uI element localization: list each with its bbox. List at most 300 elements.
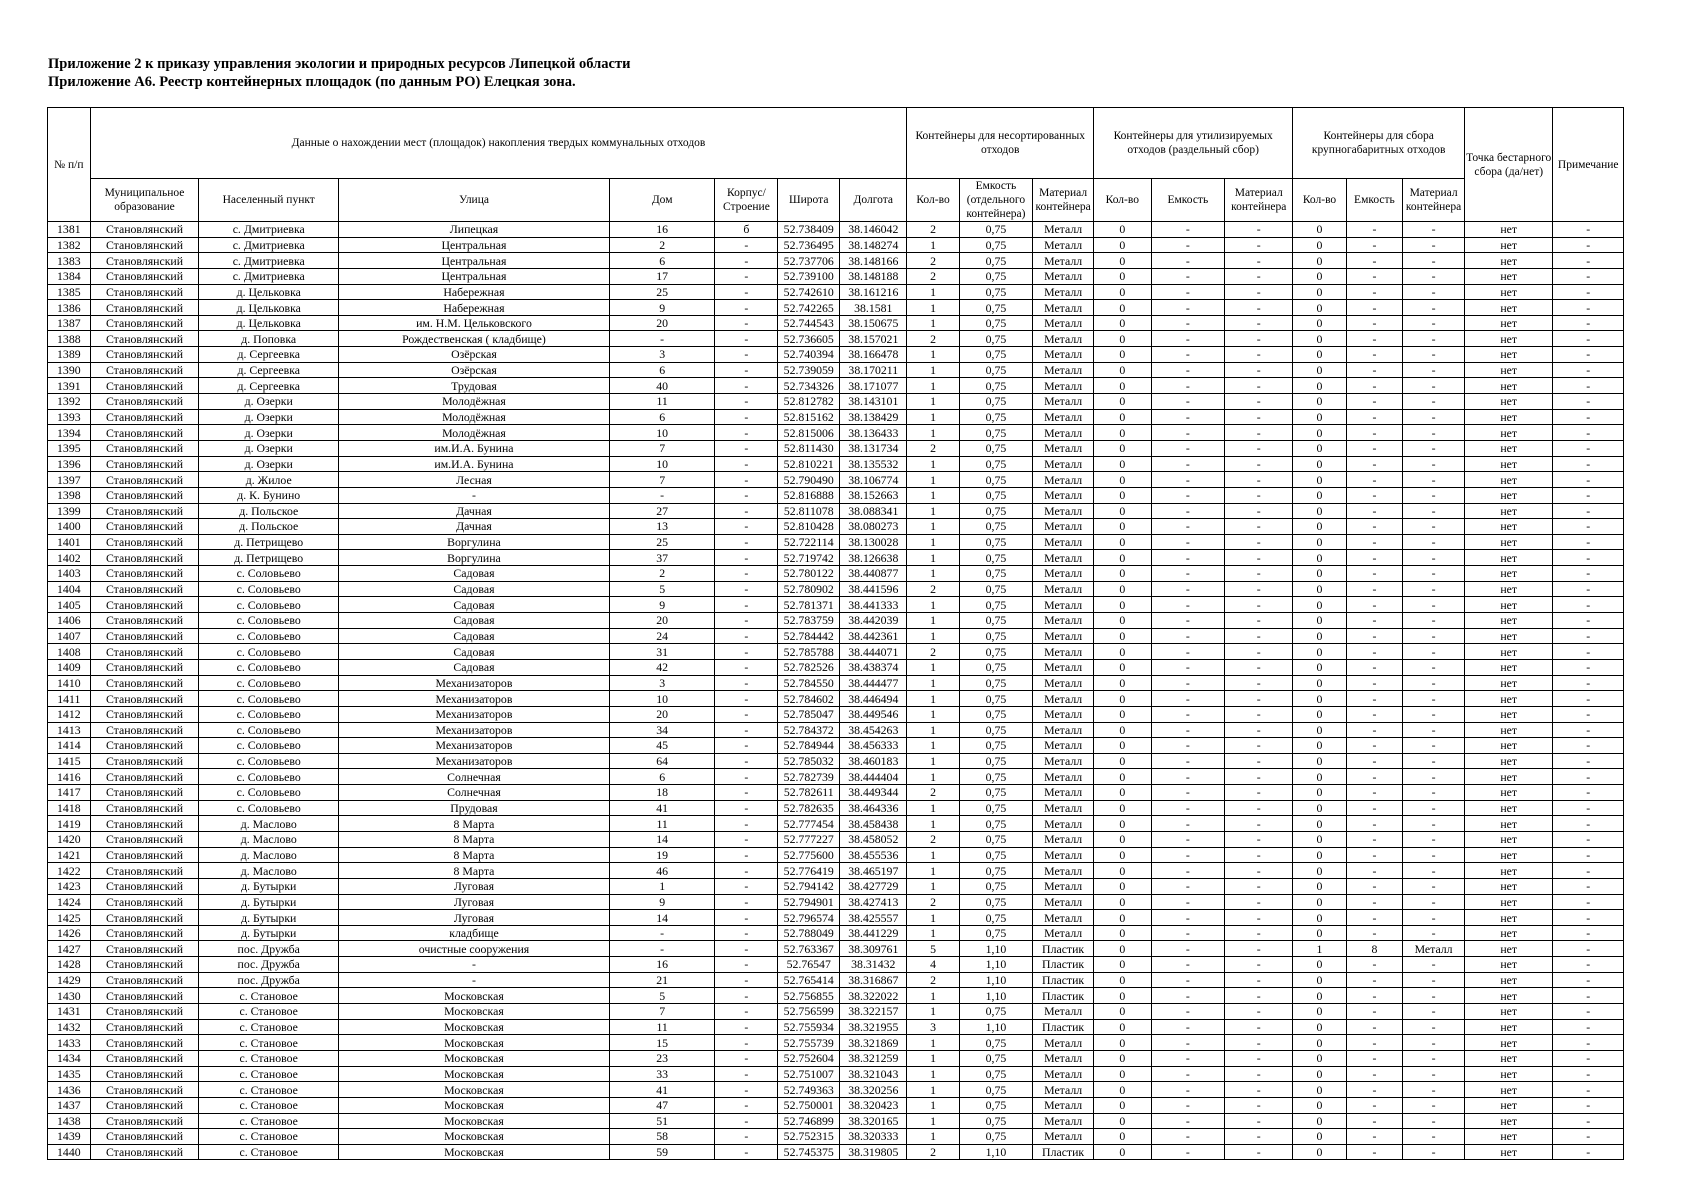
cell-num: 1436 [48,1082,91,1098]
cell-lat: 52.755934 [778,1019,840,1035]
cell-r-capacity: - [1151,722,1225,738]
cell-r-count: 0 [1094,1050,1152,1066]
cell-b-material: - [1403,722,1465,738]
cell-street: 8 Марта [339,847,610,863]
cell-settlement: д. Маслово [199,847,339,863]
cell-u-material: Металл [1033,378,1094,394]
cell-bagless: нет [1464,425,1552,441]
cell-bagless: нет [1464,1144,1552,1160]
cell-house: 25 [609,284,715,300]
cell-r-capacity: - [1151,519,1225,535]
cell-b-material: - [1403,1113,1465,1129]
cell-r-capacity: - [1151,753,1225,769]
cell-u-capacity: 0,75 [959,1004,1033,1020]
cell-settlement: с. Становое [199,1097,339,1113]
cell-note: - [1553,222,1624,238]
cell-r-material: - [1225,675,1293,691]
cell-settlement: с. Соловьево [199,675,339,691]
cell-note: - [1553,1066,1624,1082]
cell-b-capacity: - [1346,237,1403,253]
cell-r-capacity: - [1151,847,1225,863]
cell-num: 1434 [48,1050,91,1066]
cell-num: 1439 [48,1129,91,1145]
cell-r-capacity: - [1151,362,1225,378]
cell-lat: 52.742610 [778,284,840,300]
header-bulky-group: Контейнеры для сбора крупногабаритных отходов [1293,108,1465,179]
cell-house: 23 [609,1050,715,1066]
cell-r-count: 0 [1094,1097,1152,1113]
cell-u-count: 1 [907,378,959,394]
cell-u-capacity: 0,75 [959,769,1033,785]
cell-r-capacity: - [1151,300,1225,316]
cell-b-material: - [1403,1050,1465,1066]
table-row [48,910,1624,926]
cell-municipality: Становлянский [90,456,199,472]
cell-building: - [715,613,778,629]
cell-street: Механизаторов [339,753,610,769]
header-lon: Долгота [840,179,907,222]
cell-municipality: Становлянский [90,315,199,331]
table-row [48,378,1624,394]
cell-u-count: 2 [907,253,959,269]
cell-r-count: 0 [1094,753,1152,769]
cell-building: - [715,581,778,597]
cell-street: Центральная [339,268,610,284]
cell-b-capacity: - [1346,581,1403,597]
cell-b-capacity: - [1346,394,1403,410]
cell-municipality: Становлянский [90,409,199,425]
cell-house: 5 [609,988,715,1004]
cell-bagless: нет [1464,800,1552,816]
cell-r-capacity: - [1151,957,1225,973]
cell-lon: 38.130028 [840,534,907,550]
cell-street: Московская [339,1019,610,1035]
cell-b-capacity: - [1346,894,1403,910]
cell-lat: 52.810428 [778,519,840,535]
document-titles [48,55,630,91]
cell-bagless: нет [1464,988,1552,1004]
table-row [48,503,1624,519]
cell-r-count: 0 [1094,1066,1152,1082]
cell-note: - [1553,1035,1624,1051]
cell-u-count: 1 [907,472,959,488]
cell-b-count: 0 [1293,519,1346,535]
cell-r-count: 0 [1094,1129,1152,1145]
table-row [48,613,1624,629]
cell-b-capacity: - [1346,613,1403,629]
cell-r-count: 0 [1094,425,1152,441]
cell-r-count: 0 [1094,503,1152,519]
cell-r-count: 0 [1094,331,1152,347]
cell-municipality: Становлянский [90,1129,199,1145]
cell-r-capacity: - [1151,425,1225,441]
cell-lon: 38.427413 [840,894,907,910]
cell-b-material: - [1403,284,1465,300]
cell-u-count: 2 [907,268,959,284]
cell-b-material: - [1403,1097,1465,1113]
cell-house: 2 [609,566,715,582]
table-row [48,1144,1624,1160]
cell-u-capacity: 0,75 [959,1113,1033,1129]
cell-municipality: Становлянский [90,1144,199,1160]
cell-note: - [1553,691,1624,707]
cell-note: - [1553,378,1624,394]
cell-b-capacity: - [1346,534,1403,550]
cell-note: - [1553,1129,1624,1145]
cell-settlement: д. Цельковка [199,300,339,316]
cell-street: Дачная [339,503,610,519]
cell-b-capacity: - [1346,831,1403,847]
cell-r-capacity: - [1151,675,1225,691]
cell-note: - [1553,581,1624,597]
cell-r-capacity: - [1151,284,1225,300]
cell-b-capacity: - [1346,1004,1403,1020]
cell-note: - [1553,409,1624,425]
cell-b-count: 0 [1293,957,1346,973]
cell-num: 1419 [48,816,91,832]
cell-street: Садовая [339,566,610,582]
cell-bagless: нет [1464,534,1552,550]
table-row [48,753,1624,769]
cell-r-count: 0 [1094,519,1152,535]
cell-house: 58 [609,1129,715,1145]
cell-lon: 38.455536 [840,847,907,863]
cell-u-material: Металл [1033,816,1094,832]
cell-r-material: - [1225,425,1293,441]
cell-num: 1401 [48,534,91,550]
cell-u-capacity: 0,75 [959,503,1033,519]
cell-lon: 38.320256 [840,1082,907,1098]
cell-r-capacity: - [1151,1035,1225,1051]
cell-r-material: - [1225,863,1293,879]
cell-r-count: 0 [1094,394,1152,410]
cell-u-material: Пластик [1033,988,1094,1004]
cell-num: 1389 [48,347,91,363]
cell-b-count: 0 [1293,425,1346,441]
cell-b-capacity: - [1346,1129,1403,1145]
cell-b-capacity: - [1346,487,1403,503]
cell-house: 51 [609,1113,715,1129]
cell-r-count: 0 [1094,800,1152,816]
cell-lat: 52.784372 [778,722,840,738]
table-row [48,988,1624,1004]
header-b-capacity: Емкость [1346,179,1403,222]
cell-lon: 38.320165 [840,1113,907,1129]
cell-municipality: Становлянский [90,1082,199,1098]
cell-u-count: 4 [907,957,959,973]
cell-num: 1440 [48,1144,91,1160]
cell-num: 1415 [48,753,91,769]
cell-lon: 38.441229 [840,925,907,941]
cell-note: - [1553,237,1624,253]
cell-r-capacity: - [1151,738,1225,754]
cell-r-capacity: - [1151,878,1225,894]
cell-note: - [1553,566,1624,582]
cell-lon: 38.321259 [840,1050,907,1066]
header-b-count: Кол-во [1293,179,1346,222]
cell-lon: 38.150675 [840,315,907,331]
cell-street: им.И.А. Бунина [339,440,610,456]
cell-building: - [715,425,778,441]
cell-lon: 38.441596 [840,581,907,597]
cell-b-material: - [1403,659,1465,675]
cell-r-capacity: - [1151,237,1225,253]
cell-u-capacity: 1,10 [959,1144,1033,1160]
cell-municipality: Становлянский [90,800,199,816]
cell-u-count: 2 [907,1144,959,1160]
cell-lat: 52.785047 [778,706,840,722]
cell-lat: 52.738409 [778,222,840,238]
cell-num: 1395 [48,440,91,456]
cell-num: 1392 [48,394,91,410]
cell-u-capacity: 0,75 [959,237,1033,253]
cell-bagless: нет [1464,237,1552,253]
cell-municipality: Становлянский [90,566,199,582]
cell-building: - [715,863,778,879]
cell-u-material: Металл [1033,894,1094,910]
cell-b-material: - [1403,753,1465,769]
table-row [48,456,1624,472]
cell-building: - [715,566,778,582]
cell-num: 1398 [48,487,91,503]
cell-building: - [715,988,778,1004]
cell-house: 46 [609,863,715,879]
cell-note: - [1553,1113,1624,1129]
cell-lon: 38.449546 [840,706,907,722]
cell-settlement: д. Маслово [199,816,339,832]
cell-u-count: 1 [907,659,959,675]
cell-note: - [1553,425,1624,441]
cell-municipality: Становлянский [90,753,199,769]
cell-municipality: Становлянский [90,331,199,347]
cell-street: Московская [339,1113,610,1129]
cell-bagless: нет [1464,284,1552,300]
title-order: Приложение 2 к приказу управления экологии и природных ресурсов Липецкой области [48,56,631,72]
cell-u-count: 1 [907,878,959,894]
cell-lat: 52.745375 [778,1144,840,1160]
cell-num: 1412 [48,706,91,722]
cell-house: 20 [609,706,715,722]
cell-bagless: нет [1464,878,1552,894]
cell-r-capacity: - [1151,566,1225,582]
cell-b-count: 0 [1293,738,1346,754]
cell-municipality: Становлянский [90,1019,199,1035]
cell-u-capacity: 0,75 [959,910,1033,926]
cell-note: - [1553,268,1624,284]
cell-u-capacity: 0,75 [959,785,1033,801]
cell-lon: 38.438374 [840,659,907,675]
cell-r-count: 0 [1094,847,1152,863]
cell-b-capacity: - [1346,268,1403,284]
cell-b-material: - [1403,1066,1465,1082]
cell-u-capacity: 0,75 [959,409,1033,425]
cell-u-capacity: 0,75 [959,300,1033,316]
cell-num: 1424 [48,894,91,910]
cell-r-count: 0 [1094,487,1152,503]
cell-r-material: - [1225,550,1293,566]
cell-municipality: Становлянский [90,378,199,394]
cell-r-capacity: - [1151,972,1225,988]
cell-street: 8 Марта [339,863,610,879]
cell-street: Прудовая [339,800,610,816]
cell-note: - [1553,284,1624,300]
cell-house: 10 [609,456,715,472]
cell-note: - [1553,722,1624,738]
cell-street: Луговая [339,878,610,894]
cell-u-count: 1 [907,503,959,519]
cell-bagless: нет [1464,941,1552,957]
cell-b-count: 0 [1293,644,1346,660]
cell-house: 16 [609,222,715,238]
cell-settlement: д. Озерки [199,425,339,441]
cell-r-material: - [1225,925,1293,941]
cell-note: - [1553,394,1624,410]
table-row [48,628,1624,644]
cell-num: 1417 [48,785,91,801]
cell-r-capacity: - [1151,894,1225,910]
cell-b-count: 0 [1293,300,1346,316]
cell-r-material: - [1225,300,1293,316]
cell-municipality: Становлянский [90,472,199,488]
cell-u-material: Металл [1033,222,1094,238]
cell-lat: 52.784550 [778,675,840,691]
cell-r-material: - [1225,816,1293,832]
cell-r-material: - [1225,831,1293,847]
cell-u-capacity: 0,75 [959,456,1033,472]
cell-municipality: Становлянский [90,816,199,832]
cell-r-material: - [1225,1004,1293,1020]
cell-settlement: с. Становое [199,1019,339,1035]
cell-u-material: Металл [1033,847,1094,863]
cell-b-count: 0 [1293,1004,1346,1020]
cell-lon: 38.320423 [840,1097,907,1113]
cell-u-material: Металл [1033,691,1094,707]
cell-lon: 38.465197 [840,863,907,879]
cell-bagless: нет [1464,1004,1552,1020]
cell-municipality: Становлянский [90,972,199,988]
cell-note: - [1553,315,1624,331]
cell-b-count: 0 [1293,534,1346,550]
cell-b-count: 0 [1293,237,1346,253]
cell-r-count: 0 [1094,1113,1152,1129]
cell-u-count: 1 [907,628,959,644]
cell-r-count: 0 [1094,785,1152,801]
cell-street: Московская [339,1004,610,1020]
cell-building: - [715,925,778,941]
container-sites-register-table [47,107,1624,1160]
cell-building: - [715,1129,778,1145]
cell-street: Садовая [339,597,610,613]
cell-house: 9 [609,894,715,910]
cell-u-count: 1 [907,300,959,316]
cell-r-count: 0 [1094,440,1152,456]
cell-bagless: нет [1464,831,1552,847]
cell-u-material: Металл [1033,863,1094,879]
cell-num: 1411 [48,691,91,707]
cell-b-count: 0 [1293,409,1346,425]
cell-b-count: 0 [1293,378,1346,394]
cell-house: 19 [609,847,715,863]
cell-u-material: Металл [1033,644,1094,660]
cell-u-capacity: 0,75 [959,597,1033,613]
cell-house: 9 [609,300,715,316]
cell-u-capacity: 0,75 [959,722,1033,738]
cell-house: 34 [609,722,715,738]
cell-street: Солнечная [339,769,610,785]
cell-lat: 52.782739 [778,769,840,785]
cell-u-capacity: 0,75 [959,331,1033,347]
table-row [48,878,1624,894]
cell-building: - [715,300,778,316]
cell-bagless: нет [1464,378,1552,394]
table-row [48,800,1624,816]
cell-u-count: 2 [907,972,959,988]
cell-building: - [715,659,778,675]
cell-u-capacity: 0,75 [959,878,1033,894]
cell-r-count: 0 [1094,957,1152,973]
cell-u-capacity: 1,10 [959,1019,1033,1035]
cell-b-capacity: - [1346,1066,1403,1082]
cell-building: - [715,706,778,722]
cell-b-count: 0 [1293,863,1346,879]
cell-u-material: Металл [1033,1113,1094,1129]
cell-b-count: 0 [1293,1129,1346,1145]
cell-street: очистные сооружения [339,941,610,957]
cell-municipality: Становлянский [90,1050,199,1066]
cell-settlement: с. Дмитриевка [199,253,339,269]
cell-settlement: д. Маслово [199,831,339,847]
cell-num: 1416 [48,769,91,785]
cell-building: - [715,910,778,926]
cell-street: Механизаторов [339,675,610,691]
cell-bagless: нет [1464,1082,1552,1098]
cell-r-material: - [1225,972,1293,988]
cell-lat: 52.742265 [778,300,840,316]
cell-r-capacity: - [1151,1082,1225,1098]
cell-lon: 38.152663 [840,487,907,503]
cell-note: - [1553,550,1624,566]
cell-r-material: - [1225,472,1293,488]
cell-municipality: Становлянский [90,675,199,691]
cell-bagless: нет [1464,613,1552,629]
cell-bagless: нет [1464,957,1552,973]
cell-u-capacity: 0,75 [959,691,1033,707]
cell-b-capacity: - [1346,769,1403,785]
cell-lat: 52.782526 [778,659,840,675]
cell-settlement: с. Соловьево [199,628,339,644]
cell-b-capacity: - [1346,503,1403,519]
cell-b-material: - [1403,831,1465,847]
cell-street: Московская [339,1082,610,1098]
cell-lat: 52.785788 [778,644,840,660]
cell-u-material: Металл [1033,1097,1094,1113]
cell-lon: 38.148166 [840,253,907,269]
cell-b-material: - [1403,315,1465,331]
header-u-material: Материал контейнера [1033,179,1094,222]
cell-r-material: - [1225,331,1293,347]
cell-street: Центральная [339,237,610,253]
cell-r-count: 0 [1094,268,1152,284]
cell-b-capacity: - [1346,847,1403,863]
cell-r-material: - [1225,394,1293,410]
cell-settlement: с. Становое [199,1035,339,1051]
cell-u-material: Металл [1033,628,1094,644]
cell-lat: 52.749363 [778,1082,840,1098]
cell-lat: 52.812782 [778,394,840,410]
cell-num: 1414 [48,738,91,754]
cell-street: - [339,972,610,988]
cell-bagless: нет [1464,691,1552,707]
